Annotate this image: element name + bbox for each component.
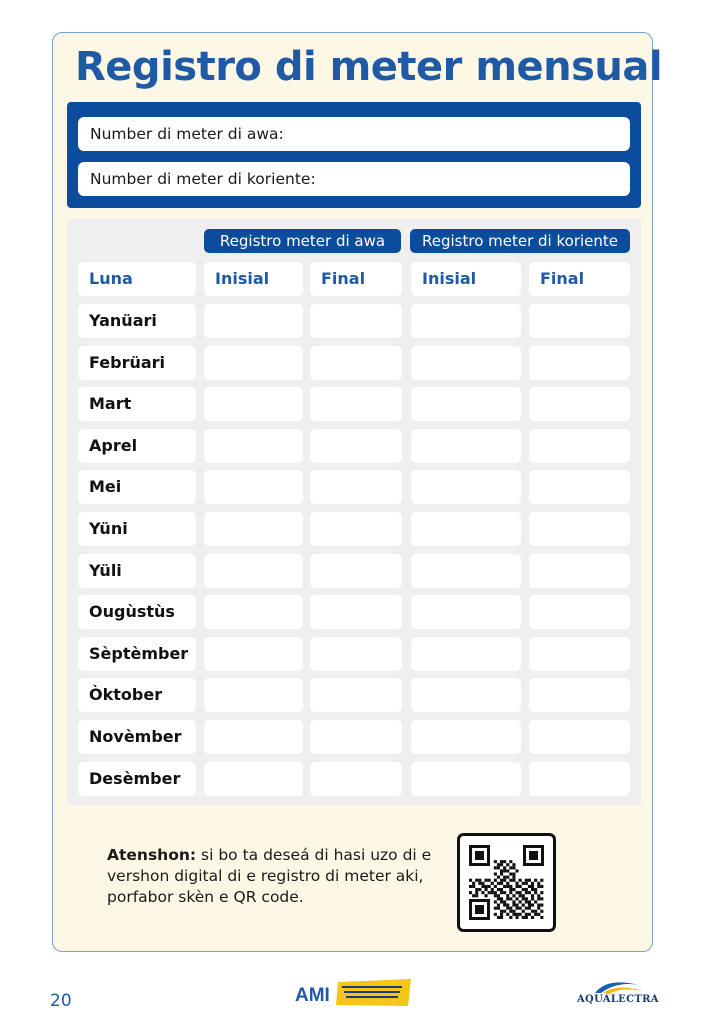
qr-module xyxy=(516,913,519,916)
qr-module xyxy=(540,879,543,882)
qr-module xyxy=(525,891,528,894)
qr-module xyxy=(497,863,500,866)
water-initial-col-entry-cell[interactable] xyxy=(204,678,303,712)
qr-module xyxy=(516,891,519,894)
qr-finder-top-right xyxy=(523,845,544,866)
qr-module xyxy=(475,891,478,894)
qr-module xyxy=(525,916,528,919)
qr-code[interactable] xyxy=(457,833,556,932)
qr-module xyxy=(512,863,515,866)
qr-module xyxy=(525,897,528,900)
ami-logo-text: AMI xyxy=(295,985,330,1006)
electric-initial-col-entry-cell[interactable] xyxy=(411,512,521,546)
qr-module xyxy=(512,894,515,897)
electric-initial-col-entry-cell[interactable] xyxy=(411,720,521,754)
water-final-col-entry-cell[interactable] xyxy=(310,720,402,754)
qr-module xyxy=(478,879,481,882)
qr-module xyxy=(500,891,503,894)
qr-module xyxy=(506,869,509,872)
meter-numbers-box xyxy=(67,102,641,208)
qr-module xyxy=(525,888,528,891)
qr-module xyxy=(525,882,528,885)
qr-module xyxy=(485,879,488,882)
month-label: Mei xyxy=(78,470,196,504)
qr-module xyxy=(512,913,515,916)
column-header-water-final-col: Final xyxy=(310,262,402,296)
qr-module xyxy=(494,885,497,888)
qr-module xyxy=(528,907,531,910)
electric-initial-col-entry-cell[interactable] xyxy=(411,304,521,338)
qr-module xyxy=(522,897,525,900)
qr-module xyxy=(469,885,472,888)
qr-module xyxy=(522,916,525,919)
month-label: Òktober xyxy=(78,678,196,712)
qr-module xyxy=(497,897,500,900)
qr-module xyxy=(519,907,522,910)
qr-module xyxy=(537,894,540,897)
note-text: si bo ta deseá di hasi uzo di e vershon digital di e registro di meter aki, porfabor skèn e QR code. xyxy=(107,846,432,906)
water-final-col-entry-cell[interactable] xyxy=(310,762,402,796)
qr-module xyxy=(481,882,484,885)
qr-module xyxy=(494,907,497,910)
qr-module xyxy=(516,916,519,919)
qr-module xyxy=(519,913,522,916)
electric-initial-col-entry-cell[interactable] xyxy=(411,346,521,380)
qr-module xyxy=(534,879,537,882)
water-initial-col-entry-cell[interactable] xyxy=(204,554,303,588)
qr-module xyxy=(516,869,519,872)
qr-module xyxy=(500,888,503,891)
aqualectra-logo-text: AQUALECTRA xyxy=(577,994,659,1005)
qr-module xyxy=(516,897,519,900)
qr-module xyxy=(497,907,500,910)
month-label: Yüli xyxy=(78,554,196,588)
qr-module xyxy=(497,876,500,879)
qr-finder-bottom-left xyxy=(469,899,490,920)
electric-final-col-entry-cell[interactable] xyxy=(529,678,630,712)
electric-final-col-entry-cell[interactable] xyxy=(529,595,630,629)
qr-module xyxy=(509,891,512,894)
qr-module xyxy=(525,900,528,903)
qr-module xyxy=(500,900,503,903)
qr-module xyxy=(512,900,515,903)
qr-module xyxy=(472,885,475,888)
qr-module xyxy=(503,891,506,894)
qr-module xyxy=(469,891,472,894)
qr-module xyxy=(534,891,537,894)
qr-module xyxy=(512,888,515,891)
attention-note xyxy=(107,845,437,908)
page-number: 20 xyxy=(50,991,72,1011)
qr-module xyxy=(522,888,525,891)
qr-module xyxy=(522,894,525,897)
water-initial-col-entry-cell[interactable] xyxy=(204,512,303,546)
qr-module xyxy=(537,913,540,916)
electric-initial-col-entry-cell[interactable] xyxy=(411,387,521,421)
qr-module xyxy=(478,882,481,885)
qr-module xyxy=(506,894,509,897)
electric-final-col-entry-cell[interactable] xyxy=(529,762,630,796)
electric-initial-col-entry-cell[interactable] xyxy=(411,678,521,712)
water-initial-col-entry-cell[interactable] xyxy=(204,637,303,671)
qr-module xyxy=(506,863,509,866)
qr-module xyxy=(503,904,506,907)
qr-module xyxy=(494,894,497,897)
electric-meter-number-field[interactable]: Number di meter di koriente: xyxy=(78,162,630,196)
aqualectra-swoosh-icon xyxy=(577,975,657,995)
qr-module xyxy=(525,907,528,910)
electric-final-col-entry-cell[interactable] xyxy=(529,637,630,671)
water-initial-col-entry-cell[interactable] xyxy=(204,762,303,796)
qr-module xyxy=(509,907,512,910)
qr-module xyxy=(531,904,534,907)
water-initial-col-entry-cell[interactable] xyxy=(204,595,303,629)
qr-module xyxy=(503,900,506,903)
qr-module xyxy=(537,904,540,907)
ami-logo xyxy=(294,978,412,1008)
qr-module xyxy=(491,891,494,894)
qr-module xyxy=(497,882,500,885)
qr-module xyxy=(519,894,522,897)
electric-initial-col-entry-cell[interactable] xyxy=(411,762,521,796)
qr-module xyxy=(528,913,531,916)
qr-module xyxy=(503,910,506,913)
qr-module xyxy=(503,866,506,869)
qr-module xyxy=(531,882,534,885)
electric-final-col-entry-cell[interactable] xyxy=(529,387,630,421)
qr-module xyxy=(537,882,540,885)
qr-module xyxy=(469,879,472,882)
qr-module xyxy=(540,910,543,913)
qr-module xyxy=(475,888,478,891)
qr-module xyxy=(500,879,503,882)
qr-module xyxy=(503,879,506,882)
electric-initial-col-entry-cell[interactable] xyxy=(411,470,521,504)
column-header-water-initial-col: Inisial xyxy=(204,262,303,296)
qr-module xyxy=(528,879,531,882)
qr-module xyxy=(516,885,519,888)
qr-module xyxy=(500,873,503,876)
qr-module xyxy=(516,904,519,907)
qr-module xyxy=(506,907,509,910)
water-log-header: Registro meter di awa xyxy=(204,229,401,253)
qr-module xyxy=(503,885,506,888)
water-meter-number-field[interactable]: Number di meter di awa: xyxy=(78,117,630,151)
qr-module xyxy=(485,885,488,888)
qr-module xyxy=(500,916,503,919)
qr-module xyxy=(472,894,475,897)
month-label: Desèmber xyxy=(78,762,196,796)
qr-module xyxy=(540,904,543,907)
water-final-col-entry-cell[interactable] xyxy=(310,470,402,504)
qr-module xyxy=(494,913,497,916)
qr-module xyxy=(525,913,528,916)
qr-module xyxy=(491,888,494,891)
column-header-month-col: Luna xyxy=(78,262,196,296)
qr-module xyxy=(531,894,534,897)
month-label: Sèptèmber xyxy=(78,637,196,671)
qr-module xyxy=(519,900,522,903)
qr-module xyxy=(509,888,512,891)
qr-module xyxy=(475,879,478,882)
qr-module xyxy=(512,876,515,879)
qr-module xyxy=(512,866,515,869)
electric-final-col-entry-cell[interactable] xyxy=(529,554,630,588)
qr-module xyxy=(475,894,478,897)
qr-module xyxy=(494,879,497,882)
note-label: Atenshon: xyxy=(107,846,197,864)
qr-module xyxy=(522,882,525,885)
qr-module xyxy=(540,885,543,888)
qr-module xyxy=(531,897,534,900)
qr-module xyxy=(500,910,503,913)
qr-module xyxy=(488,879,491,882)
qr-module xyxy=(522,910,525,913)
month-label: Yanüari xyxy=(78,304,196,338)
qr-module xyxy=(485,894,488,897)
month-label: Novèmber xyxy=(78,720,196,754)
qr-module xyxy=(531,916,534,919)
qr-module xyxy=(528,885,531,888)
qr-module xyxy=(531,885,534,888)
qr-module xyxy=(506,913,509,916)
qr-module xyxy=(494,900,497,903)
water-initial-col-entry-cell[interactable] xyxy=(204,346,303,380)
qr-module xyxy=(534,888,537,891)
water-initial-col-entry-cell[interactable] xyxy=(204,429,303,463)
water-final-col-entry-cell[interactable] xyxy=(310,387,402,421)
water-final-col-entry-cell[interactable] xyxy=(310,304,402,338)
qr-module xyxy=(528,891,531,894)
qr-module xyxy=(509,873,512,876)
water-final-col-entry-cell[interactable] xyxy=(310,595,402,629)
qr-module xyxy=(494,860,497,863)
qr-module xyxy=(531,910,534,913)
qr-module xyxy=(528,904,531,907)
electric-initial-col-entry-cell[interactable] xyxy=(411,595,521,629)
qr-module xyxy=(506,876,509,879)
water-final-col-entry-cell[interactable] xyxy=(310,346,402,380)
water-final-col-entry-cell[interactable] xyxy=(310,512,402,546)
qr-module xyxy=(512,873,515,876)
qr-module xyxy=(500,863,503,866)
qr-module xyxy=(503,876,506,879)
water-initial-col-entry-cell[interactable] xyxy=(204,470,303,504)
qr-module xyxy=(494,891,497,894)
electric-initial-col-entry-cell[interactable] xyxy=(411,637,521,671)
water-final-col-entry-cell[interactable] xyxy=(310,637,402,671)
column-header-electric-initial-col: Inisial xyxy=(411,262,521,296)
qr-module xyxy=(494,873,497,876)
electric-log-header: Registro meter di koriente xyxy=(410,229,630,253)
water-final-col-entry-cell[interactable] xyxy=(310,554,402,588)
qr-module xyxy=(500,869,503,872)
qr-module xyxy=(522,904,525,907)
column-header-electric-final-col: Final xyxy=(529,262,630,296)
qr-module xyxy=(485,888,488,891)
electric-final-col-entry-cell[interactable] xyxy=(529,470,630,504)
qr-module xyxy=(516,882,519,885)
qr-module xyxy=(481,885,484,888)
qr-module xyxy=(472,882,475,885)
qr-module xyxy=(494,866,497,869)
month-label: Ougùstùs xyxy=(78,595,196,629)
qr-module xyxy=(500,882,503,885)
qr-module xyxy=(512,910,515,913)
qr-module xyxy=(540,897,543,900)
qr-module xyxy=(540,891,543,894)
qr-module xyxy=(509,879,512,882)
electric-final-col-entry-cell[interactable] xyxy=(529,346,630,380)
qr-module xyxy=(537,897,540,900)
water-final-col-entry-cell[interactable] xyxy=(310,429,402,463)
month-label: Yüni xyxy=(78,512,196,546)
qr-module xyxy=(509,916,512,919)
qr-module xyxy=(512,904,515,907)
electric-initial-col-entry-cell[interactable] xyxy=(411,554,521,588)
page-title: Registro di meter mensual xyxy=(75,44,663,90)
qr-module xyxy=(509,866,512,869)
qr-module xyxy=(534,913,537,916)
qr-module xyxy=(488,891,491,894)
qr-module xyxy=(503,869,506,872)
qr-module xyxy=(534,910,537,913)
qr-module xyxy=(509,910,512,913)
qr-finder-top-left xyxy=(469,845,490,866)
aqualectra-logo xyxy=(577,975,657,1009)
qr-module xyxy=(506,885,509,888)
qr-module xyxy=(491,882,494,885)
qr-module xyxy=(516,907,519,910)
electric-final-col-entry-cell[interactable] xyxy=(529,429,630,463)
qr-module xyxy=(500,897,503,900)
qr-module xyxy=(500,860,503,863)
month-label: Febrüari xyxy=(78,346,196,380)
qr-module xyxy=(537,907,540,910)
qr-module xyxy=(531,888,534,891)
qr-module xyxy=(519,885,522,888)
qr-module xyxy=(497,888,500,891)
electric-final-col-entry-cell[interactable] xyxy=(529,304,630,338)
qr-module xyxy=(537,885,540,888)
electric-final-col-entry-cell[interactable] xyxy=(529,512,630,546)
qr-module xyxy=(497,866,500,869)
water-initial-col-entry-cell[interactable] xyxy=(204,304,303,338)
qr-module xyxy=(497,894,500,897)
qr-module xyxy=(497,916,500,919)
qr-module xyxy=(534,900,537,903)
qr-module xyxy=(509,897,512,900)
qr-module xyxy=(506,897,509,900)
electric-initial-col-entry-cell[interactable] xyxy=(411,429,521,463)
water-initial-col-entry-cell[interactable] xyxy=(204,387,303,421)
qr-module xyxy=(503,860,506,863)
qr-module xyxy=(512,879,515,882)
qr-module xyxy=(478,888,481,891)
qr-module xyxy=(497,904,500,907)
qr-module xyxy=(506,904,509,907)
water-initial-col-entry-cell[interactable] xyxy=(204,720,303,754)
water-final-col-entry-cell[interactable] xyxy=(310,678,402,712)
qr-module xyxy=(525,879,528,882)
month-label: Aprel xyxy=(78,429,196,463)
qr-module xyxy=(509,860,512,863)
qr-module xyxy=(540,916,543,919)
qr-module xyxy=(481,891,484,894)
qr-module xyxy=(500,913,503,916)
qr-module xyxy=(528,900,531,903)
qr-module xyxy=(506,882,509,885)
qr-module xyxy=(509,885,512,888)
qr-module xyxy=(488,885,491,888)
electric-final-col-entry-cell[interactable] xyxy=(529,720,630,754)
month-label: Mart xyxy=(78,387,196,421)
qr-module xyxy=(519,879,522,882)
qr-module xyxy=(519,891,522,894)
